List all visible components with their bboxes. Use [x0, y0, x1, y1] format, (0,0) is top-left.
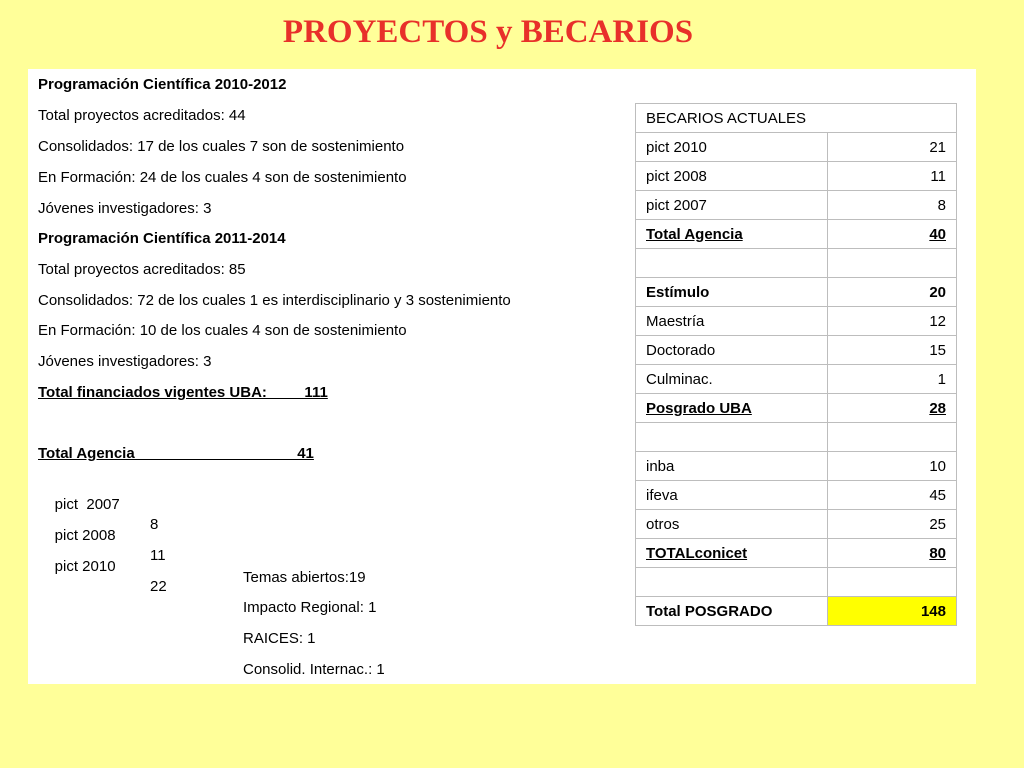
- row-label: Total POSGRADO: [636, 597, 828, 626]
- table-row: [636, 452, 957, 481]
- row-value: 12: [828, 307, 957, 336]
- table-row: [636, 510, 957, 539]
- row-label: Doctorado: [636, 336, 828, 365]
- table-row: [636, 307, 957, 336]
- pict-label: pict 2008: [54, 527, 116, 544]
- row-value: 45: [828, 481, 957, 510]
- row-label: [636, 568, 828, 597]
- table-row-empty: [636, 423, 957, 452]
- row-value: 80: [828, 539, 957, 568]
- row-value: 10: [828, 452, 957, 481]
- total-financiados-uba: Total financiados vigentes UBA: 111: [38, 384, 328, 401]
- table-row: [636, 162, 957, 191]
- pict-label: pict 2010: [54, 558, 116, 575]
- row-label: ifeva: [636, 481, 828, 510]
- topic-line: Impacto Regional: 1: [243, 599, 377, 616]
- row-value: 1: [828, 365, 957, 394]
- text-line: Consolidados: 17 de los cuales 7 son de sostenimiento: [38, 138, 405, 155]
- row-label: Total Agencia: [636, 220, 828, 249]
- row-label: pict 2007: [636, 191, 828, 220]
- table-row-total: [636, 539, 957, 568]
- table-row-total: [636, 394, 957, 423]
- text-line: En Formación: 24 de los cuales 4 son de sostenimiento: [38, 169, 407, 186]
- pict-label: pict 2007: [54, 496, 120, 513]
- topic-line: RAICES: 1: [243, 630, 316, 647]
- row-value: 15: [828, 336, 957, 365]
- total-agencia: Total Agencia 41: [38, 445, 314, 462]
- row-label: Culminac.: [636, 365, 828, 394]
- row-value: 8: [828, 191, 957, 220]
- row-value: 11: [828, 162, 957, 191]
- row-label: pict 2008: [636, 162, 828, 191]
- table-row: [636, 133, 957, 162]
- row-value: 25: [828, 510, 957, 539]
- row-label: TOTALconicet: [636, 539, 828, 568]
- pict-value: 8: [150, 516, 159, 533]
- row-label: Maestría: [636, 307, 828, 336]
- table-row: [636, 365, 957, 394]
- row-value: [828, 423, 957, 452]
- table-row: [636, 191, 957, 220]
- row-label: Posgrado UBA: [636, 394, 828, 423]
- text-line: Total proyectos acreditados: 85: [38, 261, 246, 278]
- row-value: 28: [828, 394, 957, 423]
- table-row: [636, 336, 957, 365]
- table-header: BECARIOS ACTUALES: [636, 104, 957, 133]
- text-line: Jóvenes investigadores: 3: [38, 353, 212, 370]
- becarios-table: [635, 103, 957, 626]
- table-row-empty: [636, 249, 957, 278]
- section-heading-2010-2012: Programación Científica 2010-2012: [38, 76, 287, 93]
- section-heading-2011-2014: Programación Científica 2011-2014: [38, 230, 286, 247]
- row-label: [636, 249, 828, 278]
- pict-row: [38, 537, 238, 617]
- row-label: [636, 423, 828, 452]
- row-value: 20: [828, 278, 957, 307]
- row-value: 21: [828, 133, 957, 162]
- row-value: [828, 568, 957, 597]
- row-label: Estímulo: [636, 278, 828, 307]
- topic-line: Temas abiertos:19: [243, 569, 366, 586]
- table-row-total: [636, 220, 957, 249]
- page-title: PROYECTOS y BECARIOS: [282, 14, 694, 50]
- topic-line: Consolid. Internac.: 1: [243, 661, 385, 678]
- table-row-grand-total: [636, 597, 957, 626]
- pict-value: 11: [150, 547, 166, 564]
- grand-total-value: 148: [828, 597, 957, 626]
- row-value: 40: [828, 220, 957, 249]
- table-row-empty: [636, 568, 957, 597]
- table-row: [636, 481, 957, 510]
- text-line: Total proyectos acreditados: 44: [38, 107, 246, 124]
- pict-value: 22: [150, 578, 167, 595]
- text-line: Consolidados: 72 de los cuales 1 es interdisciplinario y 3 sostenimiento: [38, 292, 511, 309]
- table-row: [636, 278, 957, 307]
- row-value: [828, 249, 957, 278]
- text-line: En Formación: 10 de los cuales 4 son de sostenimiento: [38, 322, 407, 339]
- text-line: Jóvenes investigadores: 3: [38, 200, 212, 217]
- row-label: otros: [636, 510, 828, 539]
- row-label: inba: [636, 452, 828, 481]
- row-label: pict 2010: [636, 133, 828, 162]
